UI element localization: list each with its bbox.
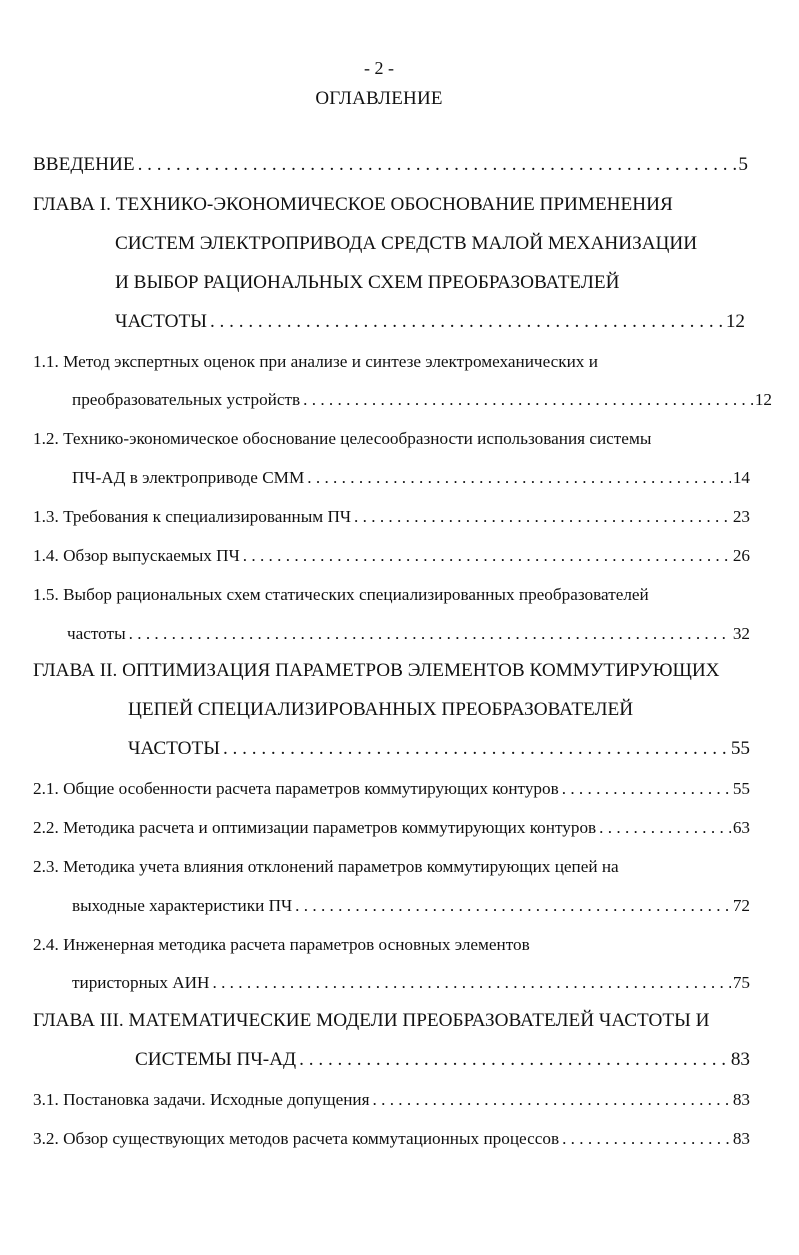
page-ref: 55 [732, 779, 750, 798]
page-ref: 26 [732, 546, 750, 565]
dot-leader [126, 622, 731, 646]
toc-entry-label: ЧАСТОТЫ [115, 311, 207, 332]
page-ref: 55 [730, 738, 750, 759]
chapter-1-line-2: СИСТЕМ ЭЛЕКТРОПРИВОДА СРЕДСТВ МАЛОЙ МЕХАНИЗАЦИИ [115, 233, 698, 254]
page-ref: 83 [732, 1090, 750, 1109]
dot-leader [240, 544, 731, 568]
section-1-2-line-2 [72, 466, 750, 490]
dot-leader [292, 894, 731, 918]
section-2-2 [33, 816, 750, 840]
toc-entry-label: 2.2. Методика расчета и оптимизации параметров коммутирующих контуров [33, 818, 597, 837]
page-ref: 72 [732, 896, 750, 915]
dot-leader [559, 1127, 731, 1151]
section-3-2 [33, 1127, 750, 1151]
page-ref: 23 [732, 507, 750, 526]
toc-entry-label: частоты [67, 624, 126, 643]
page-ref: 83 [730, 1049, 750, 1070]
section-2-4-line-1: 2.4. Инженерная методика расчета параметров основных элементов [33, 935, 530, 954]
toc-entry-label: ЧАСТОТЫ [128, 738, 220, 759]
page-ref: 14 [732, 468, 750, 487]
toc-entry-label: тиристорных АИН [72, 973, 210, 992]
dot-leader [296, 1048, 729, 1072]
chapter-2-line-2: ЦЕПЕЙ СПЕЦИАЛИЗИРОВАННЫХ ПРЕОБРАЗОВАТЕЛЕЙ [128, 699, 634, 720]
dot-leader [559, 777, 731, 801]
toc-entry-label: 2.1. Общие особенности расчета параметров коммутирующих контуров [33, 779, 559, 798]
chapter-3-line-2 [135, 1048, 750, 1072]
dot-leader [351, 505, 731, 529]
section-2-1 [33, 777, 750, 801]
dot-leader [300, 388, 753, 412]
section-1-5-line-1: 1.5. Выбор рациональных схем статических специализированных преобразователей [33, 585, 649, 604]
toc-entry-label: 3.2. Обзор существующих методов расчета коммутационных процессов [33, 1129, 560, 1148]
toc-entry-label: преобразовательных устройств [72, 390, 301, 409]
toc-entry-label: 3.1. Постановка задачи. Исходные допущения [33, 1090, 370, 1109]
section-2-3-line-2 [72, 894, 750, 918]
dot-leader [304, 466, 731, 490]
chapter-1-line-1: ГЛАВА I. ТЕХНИКО-ЭКОНОМИЧЕСКОЕ ОБОСНОВАНИЕ ПРИМЕНЕНИЯ [33, 194, 673, 215]
chapter-2-line-3 [128, 737, 750, 761]
section-1-3 [33, 505, 750, 529]
chapter-3-line-1: ГЛАВА III. МАТЕМАТИЧЕСКИЕ МОДЕЛИ ПРЕОБРАЗОВАТЕЛЕЙ ЧАСТОТЫ И [33, 1010, 710, 1031]
chapter-2-line-1: ГЛАВА II. ОПТИМИЗАЦИЯ ПАРАМЕТРОВ ЭЛЕМЕНТОВ КОММУТИРУЮЩИХ [33, 660, 720, 681]
chapter-1-line-3: И ВЫБОР РАЦИОНАЛЬНЫХ СХЕМ ПРЕОБРАЗОВАТЕЛЕЙ [115, 272, 620, 293]
page-ref: 83 [732, 1129, 750, 1148]
dot-leader [220, 737, 729, 761]
toc-title: ОГЛАВЛЕНИЕ [315, 88, 443, 109]
page-ref: 63 [732, 818, 750, 837]
section-1-2-line-1: 1.2. Технико-экономическое обоснование целесообразности использования системы [33, 429, 652, 448]
toc-entry-label: 1.4. Обзор выпускаемых ПЧ [33, 546, 240, 565]
section-2-4-line-2 [72, 971, 750, 995]
toc-entry-label: СИСТЕМЫ ПЧ-АД [135, 1049, 297, 1070]
page-ref: 75 [732, 973, 750, 992]
dot-leader [370, 1088, 731, 1112]
section-2-3-line-1: 2.3. Методика учета влияния отклонений параметров коммутирующих цепей на [33, 857, 619, 876]
toc-entry-intro [33, 153, 748, 177]
page-ref: 32 [732, 624, 750, 643]
section-1-1-line-1: 1.1. Метод экспертных оценок при анализе и синтезе электромеханических и [33, 352, 598, 371]
dot-leader [135, 153, 737, 177]
page-ref: 5 [738, 154, 748, 175]
toc-entry-label: ВВЕДЕНИЕ [33, 154, 135, 175]
section-1-1-line-2 [72, 388, 772, 412]
toc-entry-label: ПЧ-АД в электроприводе СММ [72, 468, 305, 487]
dot-leader [209, 971, 730, 995]
page-ref: 12 [754, 390, 772, 409]
section-3-1 [33, 1088, 750, 1112]
page-number: - 2 - [364, 58, 394, 78]
toc-entry-label: выходные характеристики ПЧ [72, 896, 293, 915]
dot-leader [596, 816, 731, 840]
chapter-1-line-4 [115, 310, 745, 334]
section-1-5-line-2 [67, 622, 750, 646]
page-ref: 12 [725, 311, 745, 332]
section-1-4 [33, 544, 750, 568]
dot-leader [207, 310, 724, 334]
toc-entry-label: 1.3. Требования к специализированным ПЧ [33, 507, 352, 526]
